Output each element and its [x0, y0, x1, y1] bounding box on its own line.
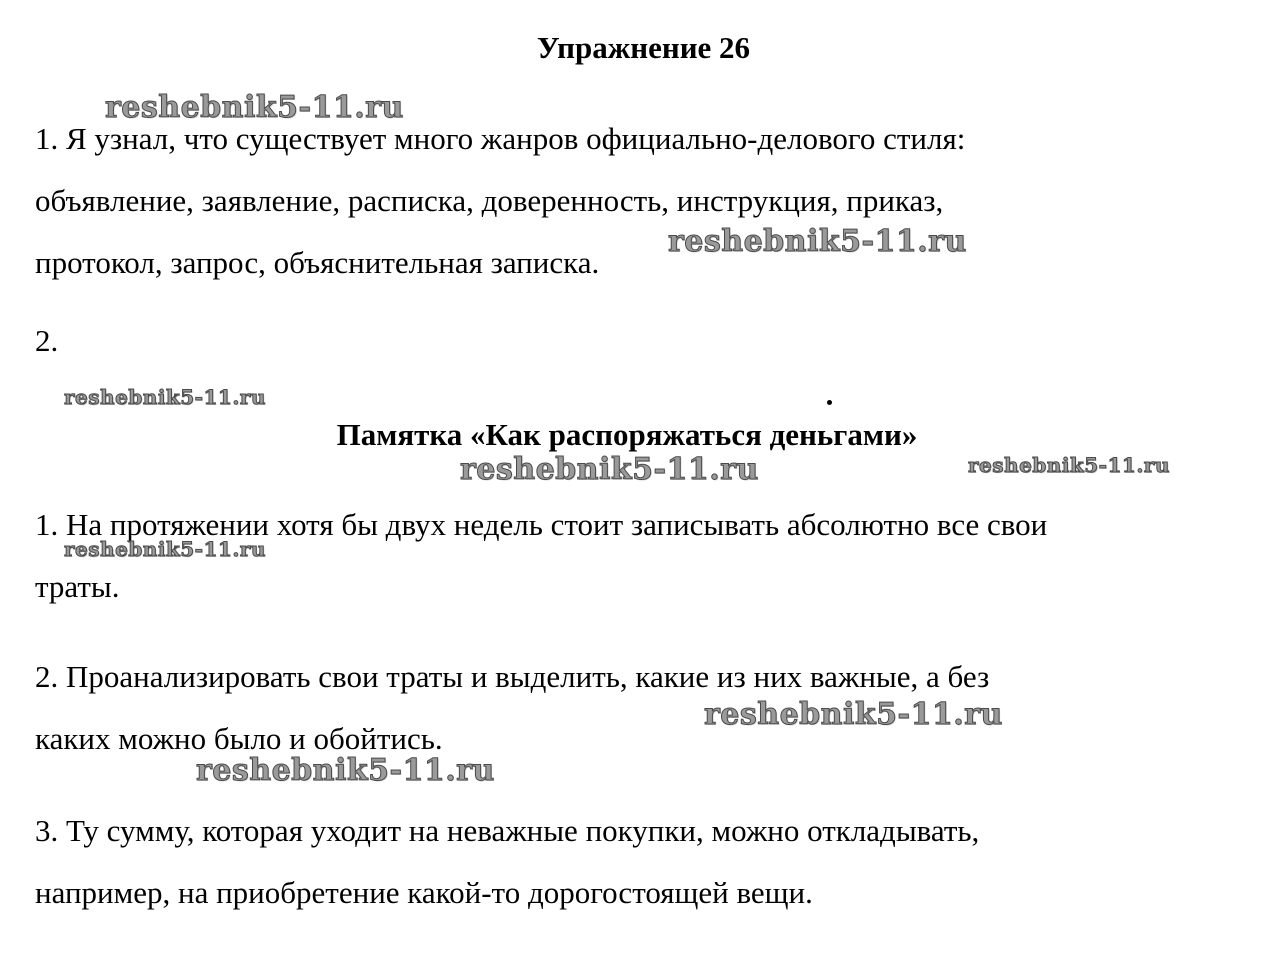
- watermark: reshebnik5-11.ru: [64, 385, 266, 409]
- watermark: reshebnik5-11.ru: [968, 453, 1170, 477]
- watermark: reshebnik5-11.ru: [196, 753, 495, 788]
- memo-item-3-line-2: например, на приобретение какой-то дорогостоящей вещи.: [35, 875, 813, 910]
- watermark: reshebnik5-11.ru: [105, 90, 404, 125]
- memo-item-2-line-1: 2. Проанализировать свои траты и выделить, какие из них важные, а без: [35, 659, 990, 694]
- section1-line-1: 1. Я узнал, что существует много жанров официально-делового стиля:: [35, 121, 966, 156]
- watermark: reshebnik5-11.ru: [460, 452, 759, 487]
- memo-item-1-line-2: траты.: [35, 569, 120, 604]
- section1-line-2: объявление, заявление, расписка, доверенность, инструкция, приказ,: [35, 183, 944, 218]
- section1-line-3: протокол, запрос, объяснительная записка.: [35, 245, 600, 280]
- memo-item-2-line-2: каких можно было и обойтись.: [35, 721, 443, 756]
- memo-item-1-line-1: 1. На протяжении хотя бы двух недель стоит записывать абсолютно все свои: [35, 507, 1048, 542]
- watermark: reshebnik5-11.ru: [668, 224, 967, 259]
- memo-item-3-line-1: 3. Ту сумму, которая уходит на неважные покупки, можно откладывать,: [35, 813, 980, 848]
- stray-dot: [827, 400, 832, 405]
- memo-title: Памятка «Как распоряжаться деньгами»: [336, 417, 918, 452]
- exercise-title: Упражнение 26: [536, 30, 751, 65]
- section2-number: 2.: [35, 323, 59, 358]
- watermark: reshebnik5-11.ru: [704, 697, 1003, 732]
- watermark: reshebnik5-11.ru: [64, 537, 266, 561]
